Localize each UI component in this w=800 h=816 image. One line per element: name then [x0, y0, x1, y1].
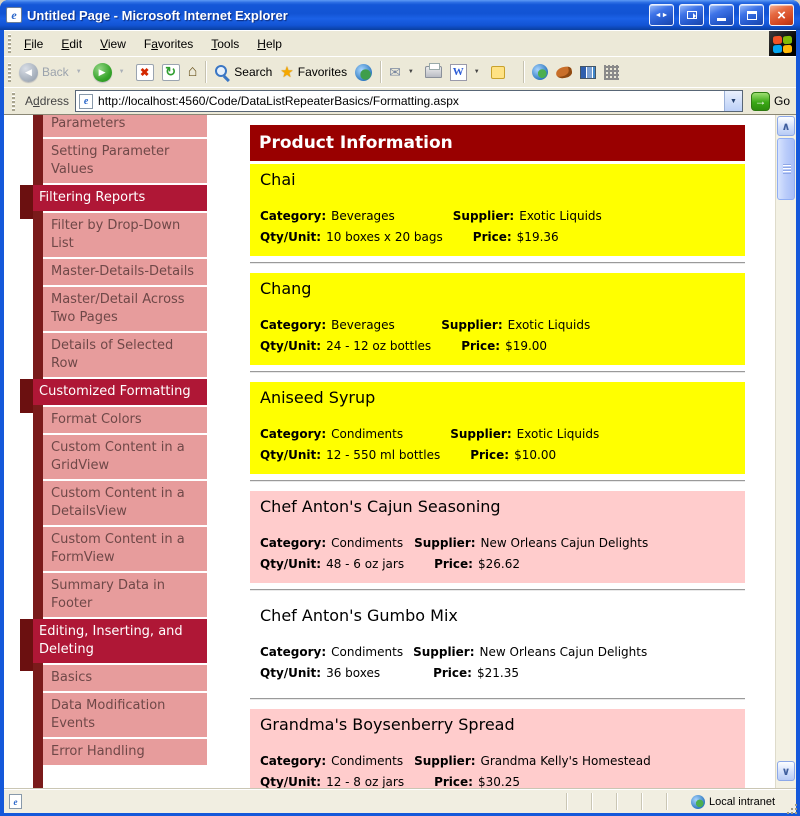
intranet-zone-icon [691, 795, 705, 809]
refresh-button[interactable] [158, 62, 184, 83]
sidebar-item[interactable]: Parameters [43, 114, 207, 137]
sidebar-item[interactable]: Summary Data in Footer [43, 573, 207, 617]
fox-icon [555, 65, 573, 79]
card-separator [250, 371, 745, 373]
back-button[interactable] [15, 61, 89, 84]
qty-label: Qty/Unit: [260, 230, 322, 244]
forward-button[interactable] [89, 61, 132, 84]
print-button[interactable] [421, 64, 446, 80]
supplier-label: Supplier: [452, 209, 515, 223]
qty-value: 10 boxes x 20 bags [326, 230, 443, 244]
product-name: Chef Anton's Cajun Seasoning [260, 497, 501, 516]
horizontal-arrows-button[interactable] [649, 4, 674, 26]
research-button[interactable] [576, 64, 600, 81]
title-bar[interactable] [0, 0, 800, 30]
field-price [413, 663, 657, 684]
field-supplier [414, 751, 661, 772]
field-category [260, 533, 414, 554]
menu-help[interactable] [248, 32, 291, 56]
price-label: Price: [470, 448, 510, 462]
vertical-scrollbar[interactable] [775, 115, 796, 789]
status-pane-separator [666, 793, 667, 810]
price-label: Price: [434, 775, 473, 789]
windows-flag-green [783, 35, 792, 44]
stop-icon: ✖ [136, 64, 154, 81]
field-category [260, 751, 414, 772]
ie-window-icon: e [6, 7, 22, 23]
close-button[interactable] [769, 4, 794, 26]
supplier-label: Supplier: [450, 427, 512, 441]
qty-label: Qty/Unit: [260, 448, 322, 462]
sidebar-nav [20, 114, 207, 767]
sidebar-item[interactable]: Master-Details-Details [43, 259, 207, 285]
field-qty [260, 663, 413, 684]
address-grip-handle[interactable] [12, 92, 15, 111]
minimize-icon [717, 18, 726, 21]
menu-label: a [151, 36, 158, 51]
edit-dropdown-icon: ▼ [473, 69, 480, 75]
page-title: Product Information [250, 125, 745, 161]
field-price [450, 445, 609, 466]
address-bar [4, 87, 796, 114]
menu-bar [4, 30, 796, 56]
category-label: Category: [260, 536, 327, 550]
address-dropdown-button[interactable]: ▼ [724, 91, 742, 111]
qty-value: 36 boxes [326, 666, 381, 680]
menu-label: E [61, 36, 70, 51]
address-label-part: d [33, 94, 40, 108]
close-icon: × [777, 6, 786, 24]
sidebar-item[interactable]: Master/Detail Across Two Pages [43, 287, 207, 331]
mail-dropdown-icon: ▼ [407, 69, 414, 75]
supplier-value: Exotic Liquids [516, 427, 600, 441]
product-card [250, 709, 745, 789]
search-label: Search [234, 65, 273, 79]
windows-flag-yellow [783, 44, 792, 53]
field-supplier [414, 533, 658, 554]
field-price [453, 227, 612, 248]
field-category [260, 206, 453, 227]
field-supplier [413, 642, 657, 663]
favorites-star-icon: ★ [280, 64, 294, 81]
menu-tools[interactable] [202, 32, 248, 56]
scroll-up-button[interactable]: ∧ [777, 116, 795, 136]
sidebar-section-header[interactable]: Customized Formatting [20, 379, 207, 405]
price-label: Price: [472, 230, 512, 244]
zone-label: Local intranet [708, 795, 775, 808]
sidebar-item[interactable]: Data Modification Events [43, 693, 207, 737]
back-label: Back [42, 65, 69, 79]
price-value: $19.36 [516, 230, 559, 244]
qty-value: 12 - 8 oz jars [326, 775, 405, 789]
window-title: Untitled Page - Microsoft Internet Explorer [27, 7, 288, 23]
minimize-button[interactable] [709, 4, 734, 26]
qty-label: Qty/Unit: [260, 339, 322, 353]
price-value: $26.62 [477, 557, 520, 571]
page-viewport [4, 114, 796, 789]
history-button[interactable] [351, 62, 376, 83]
popout-button[interactable] [679, 4, 704, 26]
mail-icon: ✉ [389, 63, 401, 80]
product-card [250, 491, 745, 583]
product-name: Grandma's Boysenberry Spread [260, 715, 515, 734]
animal-tool-button[interactable] [552, 65, 576, 80]
qty-label: Qty/Unit: [260, 666, 322, 680]
field-price [441, 336, 600, 357]
supplier-label: Supplier: [413, 645, 475, 659]
print-icon [425, 66, 442, 78]
card-separator [250, 480, 745, 482]
pixel-grid-icon [604, 65, 619, 80]
category-label: Category: [260, 318, 327, 332]
menu-grip-handle[interactable] [8, 34, 11, 53]
sidebar-section-header[interactable]: Editing, Inserting, and Deleting [20, 619, 207, 663]
address-label-part: dress [39, 94, 70, 108]
status-pane-separator [591, 793, 592, 810]
category-label: Category: [260, 427, 327, 441]
supplier-label: Supplier: [414, 536, 476, 550]
toolbar-grip-handle[interactable] [8, 63, 11, 82]
field-price [414, 554, 658, 575]
url-text[interactable]: http://localhost:4560/Code/DataListRepeaterBasics/Formatting.aspx [98, 94, 459, 108]
edit-button[interactable] [446, 62, 487, 83]
field-qty [260, 227, 453, 248]
back-dropdown-icon: ▼ [75, 69, 82, 75]
status-pane-separator [641, 793, 642, 810]
status-page-icon: e [9, 794, 22, 809]
page-icon: e [79, 94, 93, 109]
product-card [250, 382, 745, 474]
price-value: $10.00 [514, 448, 557, 462]
mail-button[interactable] [385, 62, 421, 83]
security-zone [691, 795, 775, 809]
field-qty [260, 554, 414, 575]
status-pane-separator [566, 793, 567, 810]
sidebar-item[interactable]: Error Handling [43, 739, 207, 765]
favorites-label: Favorites [297, 65, 348, 79]
left-right-arrows-icon: ◄► [654, 11, 669, 19]
sidebar-item[interactable]: Filter by Drop-Down List [43, 213, 207, 257]
product-card [250, 164, 745, 256]
field-category [260, 315, 441, 336]
category-value: Condiments [331, 427, 404, 441]
sidebar-item[interactable]: Custom Content in a DetailsView [43, 481, 207, 525]
category-value: Beverages [331, 209, 395, 223]
menu-label: vorites [157, 36, 194, 51]
go-button[interactable] [749, 91, 792, 112]
sidebar-item[interactable]: Setting Parameter Values [43, 139, 207, 183]
menu-label: F [24, 36, 32, 51]
card-separator [250, 589, 745, 591]
go-label: Go [773, 94, 790, 108]
menu-label: T [211, 36, 218, 51]
standard-toolbar [4, 56, 796, 87]
category-label: Category: [260, 645, 327, 659]
card-separator [250, 698, 745, 700]
maximize-icon [747, 11, 757, 20]
category-value: Condiments [331, 645, 404, 659]
home-button[interactable] [184, 61, 202, 83]
back-icon: ◀ [19, 63, 38, 82]
web-tool-button[interactable] [528, 62, 552, 82]
address-label-part: A [25, 94, 34, 108]
supplier-label: Supplier: [414, 754, 476, 768]
price-value: $21.35 [476, 666, 519, 680]
globe-icon [532, 64, 548, 80]
qty-label: Qty/Unit: [260, 557, 322, 571]
sidebar-item[interactable]: Custom Content in a GridView [43, 435, 207, 479]
matrix-tool-button[interactable] [600, 63, 623, 82]
sidebar-item[interactable]: Format Colors [43, 407, 207, 433]
supplier-value: New Orleans Cajun Delights [479, 645, 648, 659]
toolbar-separator [523, 61, 524, 83]
refresh-icon: ↻ [162, 64, 180, 81]
go-arrow-icon: → [751, 92, 770, 111]
product-card [250, 600, 745, 692]
scrollbar-thumb[interactable] [777, 138, 795, 200]
menu-edit[interactable] [52, 32, 91, 56]
category-value: Condiments [331, 536, 404, 550]
sidebar-item[interactable]: Details of Selected Row [43, 333, 207, 377]
card-separator [250, 262, 745, 264]
favorites-button[interactable] [276, 61, 351, 83]
product-name: Chai [260, 170, 296, 189]
product-name: Chang [260, 279, 312, 298]
product-name: Aniseed Syrup [260, 388, 376, 407]
price-value: $30.25 [477, 775, 520, 789]
research-books-icon [580, 66, 596, 79]
menu-label: iew [107, 36, 126, 51]
menu-favorites[interactable] [135, 32, 202, 56]
menu-file[interactable] [15, 32, 52, 56]
qty-value: 12 - 550 ml bottles [326, 448, 441, 462]
history-icon [355, 64, 372, 81]
forward-dropdown-icon: ▼ [118, 69, 125, 75]
popout-icon [687, 11, 697, 19]
qty-value: 24 - 12 oz bottles [326, 339, 432, 353]
forward-icon: ▶ [93, 63, 112, 82]
supplier-value: New Orleans Cajun Delights [480, 536, 649, 550]
windows-flag-blue [773, 44, 782, 53]
address-label [25, 94, 69, 108]
stop-button[interactable] [132, 62, 158, 83]
resize-grip[interactable] [791, 808, 793, 810]
menu-label: ools [217, 36, 240, 51]
maximize-button[interactable] [739, 4, 764, 26]
supplier-label: Supplier: [441, 318, 503, 332]
category-label: Category: [260, 209, 327, 223]
scroll-down-button[interactable]: ∨ [777, 761, 795, 781]
sidebar-section-header[interactable]: Filtering Reports [20, 185, 207, 211]
windows-logo [769, 31, 796, 57]
field-supplier [441, 315, 600, 336]
qty-label: Qty/Unit: [260, 775, 322, 789]
product-card [250, 273, 745, 365]
price-value: $19.00 [505, 339, 548, 353]
status-pane-separator [616, 793, 617, 810]
category-label: Category: [260, 754, 327, 768]
field-supplier [453, 206, 612, 227]
field-qty [260, 445, 450, 466]
category-value: Condiments [331, 754, 404, 768]
menu-label: H [257, 36, 266, 51]
category-value: Beverages [331, 318, 395, 332]
menu-label: F [143, 36, 152, 51]
product-list [250, 164, 745, 789]
product-name: Chef Anton's Gumbo Mix [260, 606, 458, 625]
status-bar [4, 789, 796, 813]
home-icon: ⌂ [187, 63, 198, 80]
menu-view[interactable] [91, 32, 135, 56]
search-icon [214, 64, 230, 80]
toolbar-separator [380, 61, 381, 83]
messenger-button[interactable] [487, 64, 509, 81]
field-supplier [450, 424, 609, 445]
supplier-value: Exotic Liquids [519, 209, 602, 223]
menu-label: dit [69, 36, 83, 51]
word-edit-icon: W [450, 64, 467, 81]
sidebar-item[interactable]: Basics [43, 665, 207, 691]
menu-label: ile [31, 36, 44, 51]
qty-value: 48 - 6 oz jars [326, 557, 405, 571]
price-label: Price: [434, 557, 473, 571]
price-label: Price: [461, 339, 501, 353]
menu-label: V [100, 36, 108, 51]
address-input[interactable] [75, 90, 743, 112]
windows-flag-red [773, 35, 782, 44]
supplier-value: Exotic Liquids [507, 318, 591, 332]
field-category [260, 424, 450, 445]
field-price [414, 772, 661, 789]
supplier-value: Grandma Kelly's Homestead [480, 754, 651, 768]
sidebar-item[interactable]: Custom Content in a FormView [43, 527, 207, 571]
main-content [250, 115, 745, 789]
search-button[interactable] [210, 62, 276, 82]
field-qty [260, 772, 414, 789]
messenger-note-icon [491, 66, 505, 79]
field-qty [260, 336, 441, 357]
menu-label: elp [265, 36, 282, 51]
field-category [260, 642, 413, 663]
toolbar-separator [205, 61, 206, 83]
price-label: Price: [433, 666, 472, 680]
